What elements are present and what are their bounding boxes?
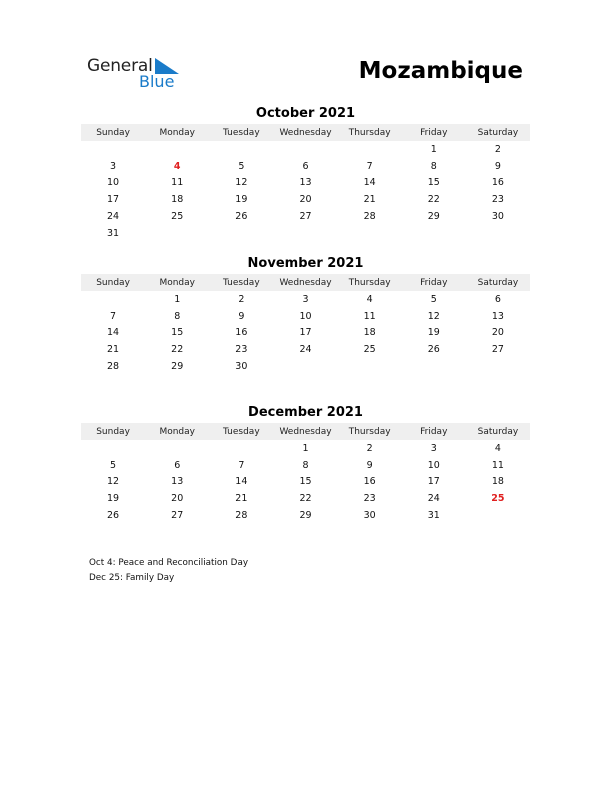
day-cell: 24 <box>299 344 312 356</box>
month-title: November 2021 <box>247 256 364 271</box>
day-cell: 27 <box>491 344 504 356</box>
weekday-label: Sunday <box>96 127 130 138</box>
holiday-note: Dec 25: Family Day <box>89 573 175 583</box>
day-cell: 19 <box>235 194 248 206</box>
week-row <box>81 457 530 474</box>
day-cell: 29 <box>427 211 440 223</box>
weekday-label: Friday <box>420 127 448 138</box>
weekday-label: Friday <box>420 277 448 288</box>
weekday-label: Thursday <box>348 127 391 138</box>
weekday-label: Saturday <box>477 127 519 138</box>
day-cell: 31 <box>107 227 120 239</box>
day-cell: 27 <box>171 510 184 522</box>
day-cell: 9 <box>238 310 245 322</box>
weekday-label: Wednesday <box>279 426 332 437</box>
day-cell: 6 <box>174 459 181 471</box>
month-november <box>81 256 530 375</box>
weekday-label: Thursday <box>348 426 391 437</box>
day-cell: 6 <box>302 160 309 172</box>
month-title: October 2021 <box>255 106 356 121</box>
day-cell: 28 <box>235 510 248 522</box>
day-cell: 11 <box>363 310 376 322</box>
day-cell: 27 <box>299 211 312 223</box>
day-cell: 31 <box>427 510 440 522</box>
generalblue-logo <box>87 56 197 92</box>
week-row <box>81 141 530 158</box>
day-cell: 11 <box>491 459 504 471</box>
weekday-label: Sunday <box>96 426 130 437</box>
day-cell: 2 <box>366 442 373 454</box>
day-cell: 8 <box>174 310 181 322</box>
day-cell: 24 <box>427 493 440 505</box>
day-cell: 13 <box>299 177 312 189</box>
month-october <box>81 106 530 242</box>
weekday-label: Tuesday <box>223 277 260 288</box>
day-cell: 22 <box>299 493 312 505</box>
week-row <box>81 490 530 507</box>
day-cell: 18 <box>171 194 184 206</box>
day-cell: 5 <box>110 459 117 471</box>
day-cell: 20 <box>171 493 184 505</box>
day-cell: 16 <box>235 327 248 339</box>
day-cell: 7 <box>238 459 245 471</box>
holiday-day-cell: 4 <box>173 160 181 172</box>
day-cell: 30 <box>363 510 376 522</box>
day-cell: 19 <box>427 327 440 339</box>
day-cell: 26 <box>427 344 440 356</box>
holiday-day-cell: 25 <box>491 493 505 505</box>
logo-blue-text: Blue <box>139 72 175 91</box>
day-cell: 23 <box>363 493 376 505</box>
day-cell: 28 <box>107 361 120 373</box>
country-title: Mozambique <box>358 58 523 84</box>
day-cell: 22 <box>427 194 440 206</box>
day-cell: 23 <box>491 194 504 206</box>
day-cell: 30 <box>491 211 504 223</box>
week-row <box>81 440 530 457</box>
day-cell: 29 <box>299 510 312 522</box>
day-cell: 22 <box>171 344 184 356</box>
day-cell: 14 <box>363 177 376 189</box>
day-cell: 17 <box>299 327 312 339</box>
weekday-label: Wednesday <box>279 277 332 288</box>
weekday-label: Monday <box>159 127 195 138</box>
logo-general-text: General <box>87 56 153 76</box>
day-cell: 2 <box>238 293 245 305</box>
day-cell: 14 <box>107 327 120 339</box>
day-cell: 29 <box>171 361 184 373</box>
day-cell: 18 <box>363 327 376 339</box>
holiday-notes <box>89 556 248 586</box>
holiday-note: Oct 4: Peace and Reconciliation Day <box>89 558 249 568</box>
month-grid <box>81 291 530 375</box>
day-cell: 1 <box>430 143 437 155</box>
week-row <box>81 175 530 192</box>
weekday-label: Monday <box>159 426 195 437</box>
day-cell: 25 <box>363 344 376 356</box>
weekday-label: Saturday <box>477 277 519 288</box>
day-cell: 9 <box>366 459 373 471</box>
week-row <box>81 291 530 308</box>
week-row <box>81 225 530 242</box>
day-cell: 26 <box>235 211 248 223</box>
week-row <box>81 325 530 342</box>
month-grid <box>81 440 530 524</box>
day-cell: 4 <box>366 293 373 305</box>
month-december <box>81 405 530 524</box>
weekday-label: Saturday <box>477 426 519 437</box>
day-cell: 10 <box>107 177 120 189</box>
week-row <box>81 358 530 375</box>
day-cell: 5 <box>238 160 245 172</box>
week-row <box>81 158 530 175</box>
month-grid <box>81 141 530 242</box>
weekday-label: Friday <box>420 426 448 437</box>
day-cell: 8 <box>430 160 437 172</box>
day-cell: 10 <box>299 310 312 322</box>
weekday-label: Wednesday <box>279 127 332 138</box>
day-cell: 3 <box>302 293 309 305</box>
day-cell: 1 <box>302 442 309 454</box>
week-row <box>81 474 530 491</box>
week-row <box>81 208 530 225</box>
weekday-label: Tuesday <box>223 426 260 437</box>
weekday-label: Sunday <box>96 277 130 288</box>
day-cell: 6 <box>494 293 501 305</box>
weekday-label: Monday <box>159 277 195 288</box>
week-row <box>81 507 530 524</box>
month-title: December 2021 <box>248 405 363 420</box>
day-cell: 15 <box>427 177 440 189</box>
day-cell: 26 <box>107 510 120 522</box>
day-cell: 4 <box>494 442 501 454</box>
weekday-header <box>81 274 530 291</box>
day-cell: 11 <box>171 177 184 189</box>
day-cell: 3 <box>430 442 437 454</box>
day-cell: 12 <box>427 310 440 322</box>
day-cell: 21 <box>107 344 120 356</box>
day-cell: 15 <box>171 327 184 339</box>
day-cell: 14 <box>235 476 248 488</box>
day-cell: 9 <box>494 160 501 172</box>
weekday-label: Thursday <box>348 277 391 288</box>
weekday-header <box>81 423 530 440</box>
day-cell: 7 <box>110 310 117 322</box>
day-cell: 17 <box>427 476 440 488</box>
day-cell: 30 <box>235 361 248 373</box>
weekday-header <box>81 124 530 141</box>
day-cell: 12 <box>107 476 120 488</box>
day-cell: 23 <box>235 344 248 356</box>
day-cell: 24 <box>107 211 120 223</box>
week-row <box>81 341 530 358</box>
week-row <box>81 308 530 325</box>
weekday-label: Tuesday <box>223 127 260 138</box>
day-cell: 20 <box>491 327 504 339</box>
day-cell: 16 <box>491 177 504 189</box>
day-cell: 21 <box>363 194 376 206</box>
day-cell: 19 <box>107 493 120 505</box>
day-cell: 28 <box>363 211 376 223</box>
day-cell: 5 <box>430 293 437 305</box>
day-cell: 16 <box>363 476 376 488</box>
day-cell: 3 <box>110 160 117 172</box>
day-cell: 7 <box>366 160 373 172</box>
day-cell: 13 <box>171 476 184 488</box>
day-cell: 15 <box>299 476 312 488</box>
day-cell: 10 <box>427 459 440 471</box>
day-cell: 25 <box>171 211 184 223</box>
day-cell: 1 <box>174 293 181 305</box>
week-row <box>81 191 530 208</box>
day-cell: 12 <box>235 177 248 189</box>
day-cell: 17 <box>107 194 120 206</box>
day-cell: 18 <box>491 476 504 488</box>
day-cell: 13 <box>491 310 504 322</box>
day-cell: 21 <box>235 493 248 505</box>
day-cell: 8 <box>302 459 309 471</box>
day-cell: 20 <box>299 194 312 206</box>
day-cell: 2 <box>494 143 501 155</box>
